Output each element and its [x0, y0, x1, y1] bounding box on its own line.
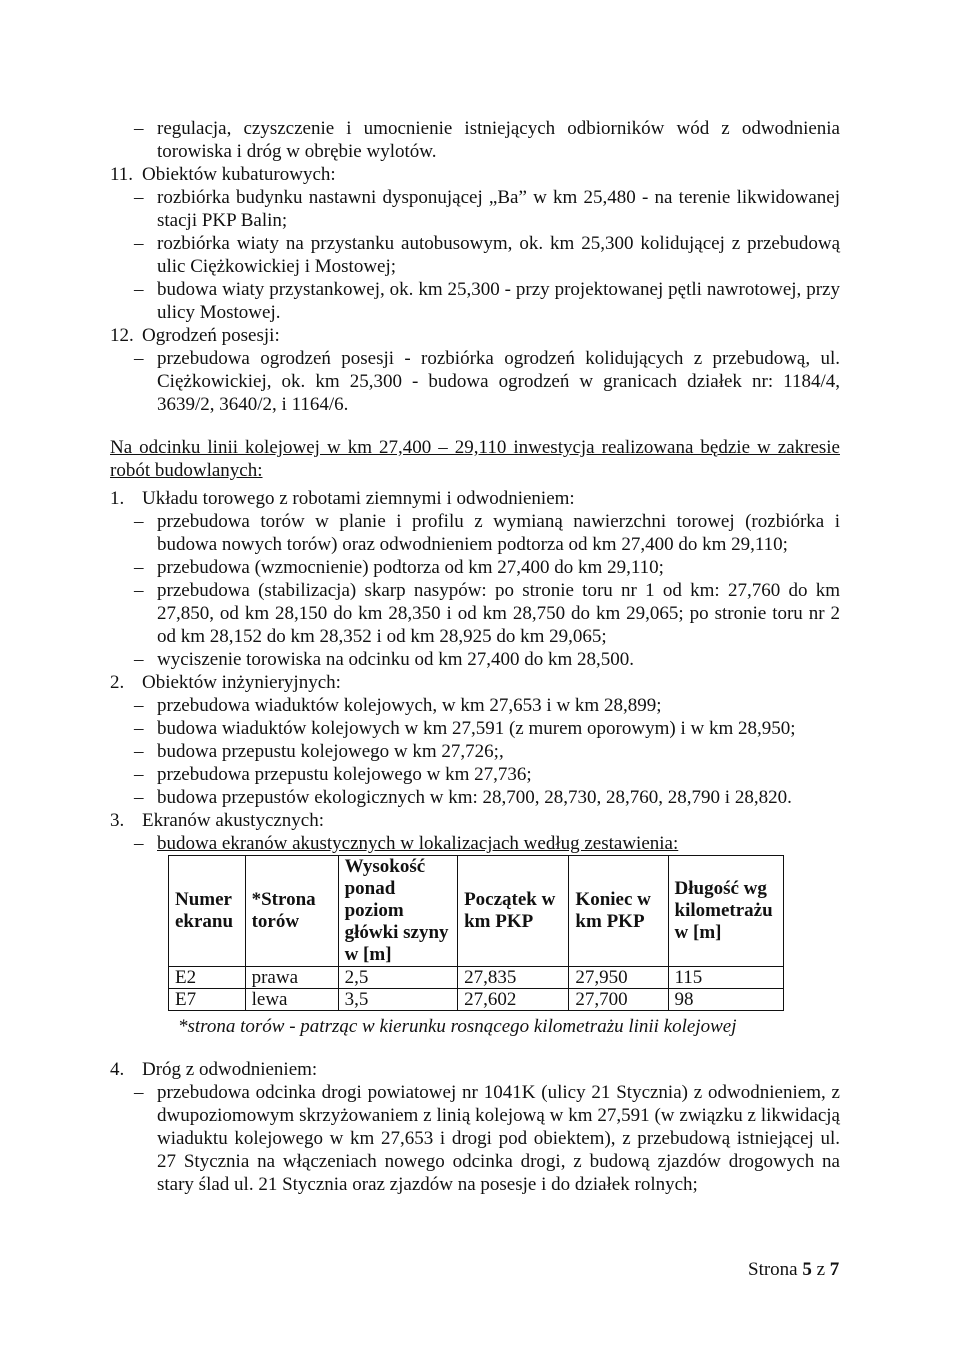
- section-number: 1.: [110, 488, 125, 509]
- table-header-cell: Koniec w km PKP: [569, 856, 668, 967]
- screens-table: [168, 855, 784, 1011]
- section-12: [110, 324, 840, 416]
- footer-label: Strona: [748, 1259, 798, 1280]
- section-1: [110, 487, 840, 671]
- table-cell: 27,700: [569, 989, 668, 1011]
- table-header-cell: Wysokość ponad poziom główki szyny w [m]: [338, 856, 458, 967]
- footer-of: z: [816, 1259, 826, 1280]
- table-cell: 2,5: [338, 967, 458, 989]
- table-header-cell: Długość wg kilometrażu w [m]: [668, 856, 783, 967]
- table-footnote: *strona torów - patrząc w kierunku rosnącego kilometrażu linii kolejowej: [178, 1016, 737, 1037]
- section-11: [110, 163, 840, 324]
- section-number: 11.: [110, 164, 134, 185]
- list-item: – rozbiórka wiaty na przystanku autobusowym, ok. km 25,300 kolidującej z przebudową ulic Ciężkowickiej i Mostowej;: [110, 232, 840, 278]
- section-title: Ogrodzeń posesji:: [142, 325, 280, 346]
- table-cell: E2: [169, 967, 246, 989]
- table-cell: lewa: [245, 989, 338, 1011]
- table-cell: 27,835: [458, 967, 569, 989]
- section-title: Obiektów inżynieryjnych:: [142, 672, 341, 693]
- table-header-row: [169, 856, 784, 967]
- page-footer: [748, 1258, 839, 1281]
- footer-total-pages: 7: [829, 1259, 840, 1280]
- section-heading: [110, 163, 840, 186]
- top-list: [110, 117, 840, 163]
- table-cell: 27,950: [569, 967, 668, 989]
- section-title: Obiektów kubaturowych:: [142, 164, 336, 185]
- table-row: [169, 967, 784, 989]
- section-title: Ekranów akustycznych:: [142, 810, 325, 831]
- list-item: – przebudowa torów w planie i profilu z wymianą nawierzchni torowej (rozbiórka i budowa nowych torów) oraz odwodnieniem podtorza od km 27,400 do km 29,110;: [110, 510, 840, 556]
- list-item: – przebudowa ogrodzeń posesji - rozbiórka ogrodzeń kolidujących z przebudową, ul. Ciężkowickiej, ok. km 25,300 - budowa ogrodzeń w granicach działek nr: 1184/4, 3639/2, 3640/2, i 1164/6.: [110, 347, 840, 416]
- section-heading: [110, 671, 840, 694]
- list-item: – przebudowa (stabilizacja) skarp nasypów: po stronie toru nr 1 od km: 27,760 do km 27,850, od km 28,150 do km 28,350 i od km 28,750 do km 29,065; po stronie toru nr 2 od km 28,152 do km 28,352 i od km 28,925 do km 29,065;: [110, 579, 840, 648]
- section-heading: [110, 809, 840, 832]
- section-2: [110, 671, 840, 809]
- table-cell: prawa: [245, 967, 338, 989]
- list-item: – budowa wiaty przystankowej, ok. km 25,300 - przy projektowanej pętli nawrotowej, przy ulicy Mostowej.: [110, 278, 840, 324]
- list-item: – przebudowa wiaduktów kolejowych, w km 27,653 i w km 28,899;: [110, 694, 840, 717]
- list-item: – budowa przepustów ekologicznych w km: 28,700, 28,730, 28,760, 28,790 i 28,820.: [110, 786, 840, 809]
- table-cell: 98: [668, 989, 783, 1011]
- list-item: – przebudowa (wzmocnienie) podtorza od km 27,400 do km 29,110;: [110, 556, 840, 579]
- table-header-cell: *Strona torów: [245, 856, 338, 967]
- section-heading: [110, 1058, 840, 1081]
- list-item: – budowa wiaduktów kolejowych w km 27,591 (z murem oporowym) i w km 28,950;: [110, 717, 840, 740]
- scope-heading: Na odcinku linii kolejowej w km 27,400 – 29,110 inwestycja realizowana będzie w zakresie robót budowlanych:: [110, 437, 840, 481]
- list-item: – budowa ekranów akustycznych w lokalizacjach według zestawienia:: [110, 832, 840, 855]
- table-row: [169, 989, 784, 1011]
- section-heading: [110, 324, 840, 347]
- table-cell: 3,5: [338, 989, 458, 1011]
- section-number: 2.: [110, 672, 125, 693]
- section-heading: [110, 487, 840, 510]
- table-cell: E7: [169, 989, 246, 1011]
- list-item: – budowa przepustu kolejowego w km 27,726;,: [110, 740, 840, 763]
- list-item: – przebudowa przepustu kolejowego w km 27,736;: [110, 763, 840, 786]
- section-title: Układu torowego z robotami ziemnymi i odwodnieniem:: [142, 488, 575, 509]
- table-cell: 115: [668, 967, 783, 989]
- table-header-cell: Początek w km PKP: [458, 856, 569, 967]
- section-title: Dróg z odwodnieniem:: [142, 1059, 318, 1080]
- table-header-cell: Numer ekranu: [169, 856, 246, 967]
- section-number: 4.: [110, 1059, 125, 1080]
- list-item: – rozbiórka budynku nastawni dysponującej „Ba” w km 25,480 - na terenie likwidowanej stacji PKP Balin;: [110, 186, 840, 232]
- section-3: [110, 809, 840, 855]
- list-item: – regulacja, czyszczenie i umocnienie istniejących odbiorników wód z odwodnienia torowiska i dróg w obrębie wylotów.: [110, 117, 840, 163]
- table-cell: 27,602: [458, 989, 569, 1011]
- footer-page-number: 5: [802, 1259, 812, 1280]
- list-item: – przebudowa odcinka drogi powiatowej nr 1041K (ulicy 21 Stycznia) z odwodnieniem, z dwupoziomowym skrzyżowaniem z linią kolejową w km 27,591 (w związku z likwidacją wiaduktu kolejowego w km 27,653 i drogi pod obiektem), z przebudową istniejącej ul. 27 Stycznia na włączeniach nowego odcinka drogi, z budową zjazdów drogowych na stary ślad ul. 21 Stycznia oraz zjazdów na posesje i do działek rolnych;: [110, 1081, 840, 1196]
- list-item: – wyciszenie torowiska na odcinku od km 27,400 do km 28,500.: [110, 648, 840, 671]
- section-4: [110, 1058, 840, 1196]
- section-number: 12.: [110, 325, 134, 346]
- section-number: 3.: [110, 810, 125, 831]
